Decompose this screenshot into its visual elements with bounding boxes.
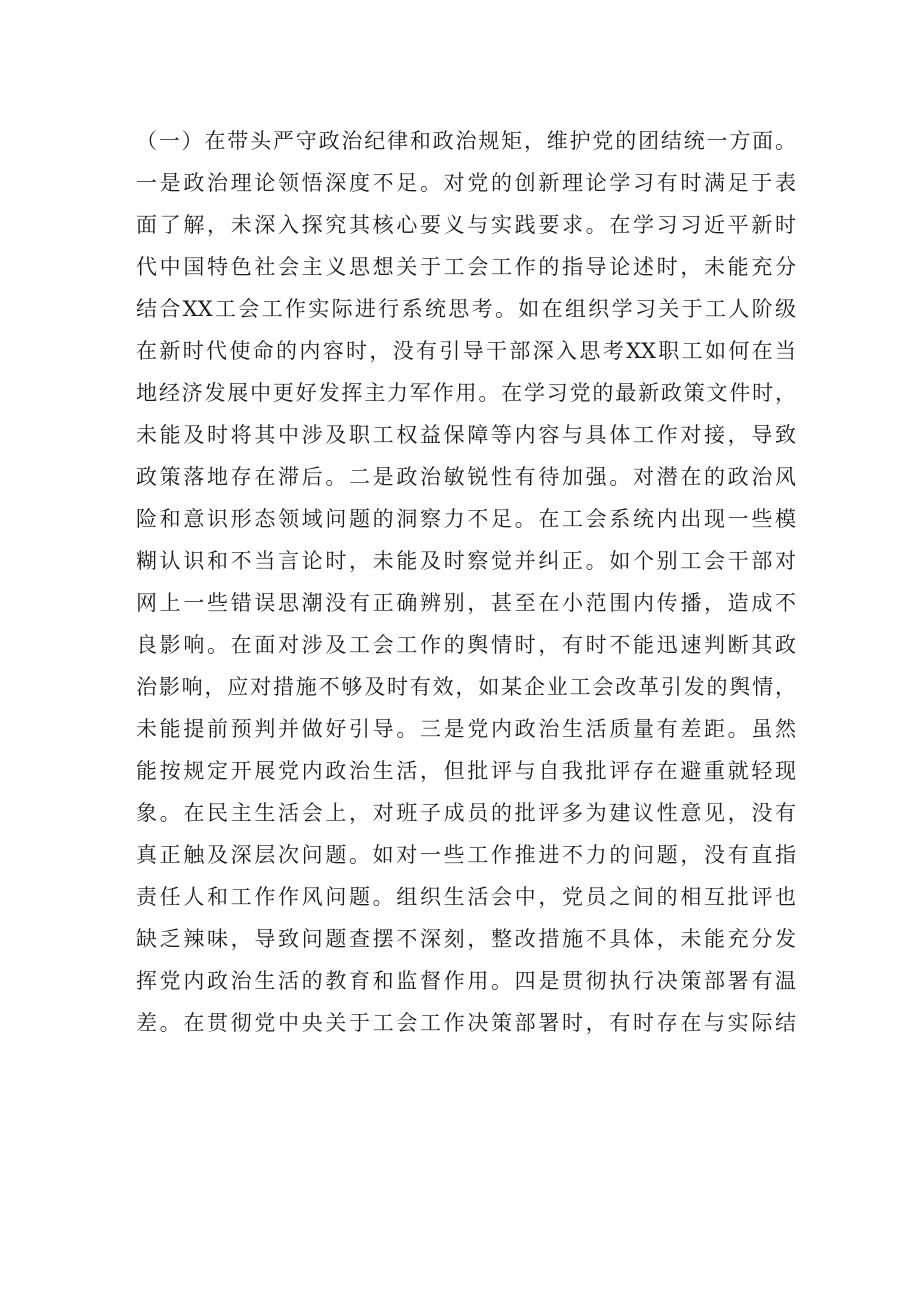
- text-line: 代中国特色社会主义思想关于工会工作的指导论述时，未能充分: [136, 255, 796, 279]
- text-line: 网上一些错误思潮没有正确辨别，甚至在小范围内传播，造成不: [136, 591, 796, 615]
- text-line: 糊认识和不当言论时，未能及时察觉并纠正。如个别工会干部对: [136, 549, 796, 573]
- text-line: 责任人和工作作风问题。组织生活会中，党员之间的相互批评也: [136, 885, 796, 909]
- text-line: 结合XX工会工作实际进行系统思考。如在组织学习关于工人阶级: [136, 297, 796, 321]
- text-line: 面了解，未深入探究其核心要义与实践要求。在学习习近平新时: [136, 213, 796, 237]
- text-line: 能按规定开展党内政治生活，但批评与自我批评存在避重就轻现: [136, 759, 796, 783]
- text-line: 未能提前预判并做好引导。三是党内政治生活质量有差距。虽然: [136, 717, 796, 741]
- text-line: 良影响。在面对涉及工会工作的舆情时，有时不能迅速判断其政: [136, 633, 796, 657]
- text-line: 险和意识形态领域问题的洞察力不足。在工会系统内出现一些模: [136, 507, 796, 531]
- text-line: 挥党内政治生活的教育和监督作用。四是贯彻执行决策部署有温: [136, 969, 796, 993]
- text-line: 象。在民主生活会上，对班子成员的批评多为建议性意见，没有: [136, 801, 796, 825]
- text-line: 政策落地存在滞后。二是政治敏锐性有待加强。对潜在的政治风: [136, 465, 796, 489]
- body-paragraph: [136, 120, 796, 1044]
- text-line: 差。在贯彻党中央关于工会工作决策部署时，有时存在与实际结: [136, 1011, 796, 1035]
- text-line: （一）在带头严守政治纪律和政治规矩，维护党的团结统一方面。: [136, 129, 796, 153]
- text-line: 未能及时将其中涉及职工权益保障等内容与具体工作对接，导致: [136, 423, 796, 447]
- text-line: 一是政治理论领悟深度不足。对党的创新理论学习有时满足于表: [136, 171, 796, 195]
- text-line: 真正触及深层次问题。如对一些工作推进不力的问题，没有直指: [136, 843, 796, 867]
- text-line: 治影响，应对措施不够及时有效，如某企业工会改革引发的舆情，: [136, 675, 796, 699]
- text-line: 缺乏辣味，导致问题查摆不深刻，整改措施不具体，未能充分发: [136, 927, 796, 951]
- text-line: 在新时代使命的内容时，没有引导干部深入思考XX职工如何在当: [136, 339, 796, 363]
- text-line: 地经济发展中更好发挥主力军作用。在学习党的最新政策文件时，: [136, 381, 796, 405]
